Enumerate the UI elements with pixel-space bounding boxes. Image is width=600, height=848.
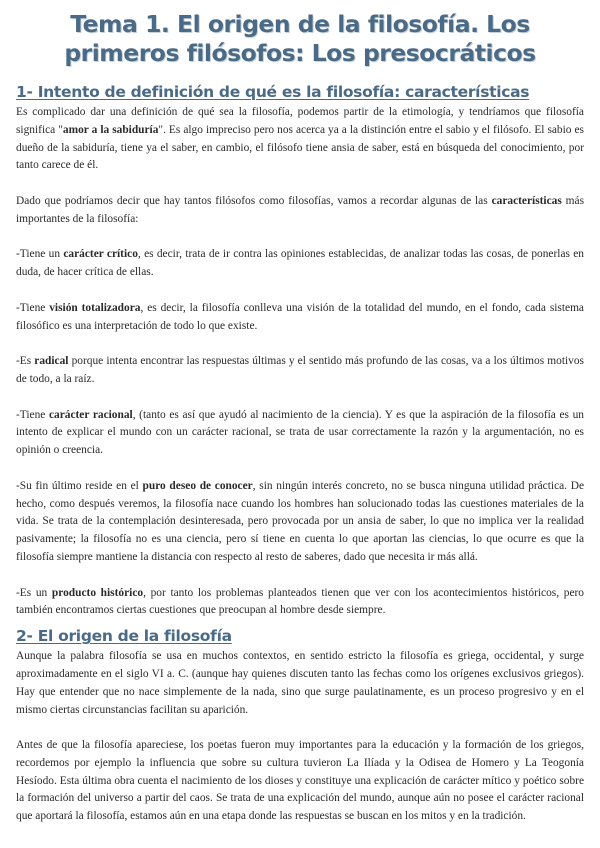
paragraph-desire-to-know xyxy=(16,478,584,567)
text: -Tiene xyxy=(16,408,49,421)
bold-term: características xyxy=(491,194,562,207)
bold-term: carácter racional xyxy=(48,408,133,421)
paragraph-critical xyxy=(16,246,584,282)
paragraph-intro-characteristics xyxy=(16,193,584,229)
text: ". Es algo impreciso pero nos acerca ya a la distinción entre el sabio y el filósofo. El sabio es dueño de la sabiduría, tiene ya el saber, en cambio, el filósofo tiene ansia de saber, está en búsqueda del conocimiento, por tanto carece de él. xyxy=(16,123,584,172)
text: -Su fin último reside en el xyxy=(16,479,143,492)
title-line-1: Tema 1. El origen de la filosofía. Los xyxy=(70,10,530,38)
text: Dado que podríamos decir que hay tantos filósofos como filosofías, vamos a recordar algunas de las xyxy=(16,194,492,207)
text: , (tanto es así que ayudó al nacimiento de la ciencia). Y es que la aspiración de la filosofía es un intento de explicar el mundo con un carácter racional, se trata de usar correctamente la razón y la argumentación, no es opinión o creencia. xyxy=(16,408,584,457)
text: , es decir, trata de ir contra las opiniones establecidas, de analizar todas las cosas, de ponerlas en duda, de hacer crítica de ellas. xyxy=(16,248,584,279)
section-2-heading xyxy=(16,626,584,646)
document-title xyxy=(16,10,584,68)
bold-term: producto histórico xyxy=(51,586,144,599)
paragraph-rational xyxy=(16,407,584,460)
text: -Tiene xyxy=(16,301,50,314)
section-1-heading-text: 1- Intento de definición de qué es la filosofía: características xyxy=(16,83,530,101)
title-line-2: primeros filósofos: Los presocráticos xyxy=(64,39,536,67)
paragraph-poets: Antes de que la filosofía apareciese, los poetas fueron muy importantes para la educación y la formación de los griegos, recordemos por ejemplo la influencia que sobre su cultura tuvieron La Ilíada y la Odisea de Homero y La Teogonía Hesíodo. Esta última obra cuenta el nacimiento de los dioses y constituye una explicación de carácter mítico y poético sobre la formación del universo a partir del caos. Se trata de una explicación del mundo, aunque aún no posee el carácter racional que aportará la filosofía, estamos aún en una etapa donde las respuestas se buscan en los mitos y en la tradición. xyxy=(16,739,584,823)
section-1-heading xyxy=(16,82,584,102)
section-2-heading-text: 2- El origen de la filosofía xyxy=(16,627,232,646)
paragraph-definition xyxy=(16,104,584,175)
text: -Es un xyxy=(16,586,52,599)
paragraph-radical xyxy=(16,353,584,389)
text: -Tiene un xyxy=(16,248,64,261)
text: , es decir, la filosofía conlleva una visión de la totalidad del mundo, en el fondo, cada sistema filosófico es una interpretación de todo lo que existe. xyxy=(16,301,584,332)
paragraph-origin: Aunque la palabra filosofía se usa en muchos contextos, en sentido estricto la filosofía es griega, occidental, y surge aproximadamente en el siglo VI a. C. (aunque hay quienes discuten tanto las fechas como los orígenes exclusivos griegos). Hay que entender que no nace simplemente de la nada, sino que surge paulatinamente, es un proceso progresivo y en el mismo ciertas circunstancias facilitan su aparición. xyxy=(16,650,584,716)
paragraph-totalizing xyxy=(16,300,584,336)
text: Es complicado dar una definición de qué sea la filosofía, podemos partir de la etimología, y tendríamos que filosofía significa " xyxy=(16,106,584,136)
bold-term: puro deseo de conocer xyxy=(142,479,253,492)
text: porque intenta encontrar las respuestas últimas y el sentido más profundo de las cosas, va a los últimos motivos de todo, a la raíz. xyxy=(16,355,584,385)
text: -Es xyxy=(16,355,35,368)
bold-term: carácter crítico xyxy=(63,248,138,261)
paragraph-historical xyxy=(16,585,584,621)
bold-term: visión totalizadora xyxy=(49,301,141,314)
text: , por tanto los problemas planteados tienen que ver con los acontecimientos históricos, pero también encontramos ciertas cuestiones que preocupan al hombre desde siempre. xyxy=(16,586,584,617)
bold-term: radical xyxy=(34,355,69,368)
text: más importantes de la filosofía: xyxy=(16,194,584,225)
text: , sin ningún interés concreto, no se busca ninguna utilidad práctica. De hecho, como después veremos, la filosofía nace cuando los hombres han solucionado todas las cuestiones materiales de la vida. Se trata de la contemplación desinteresada, pero provocada por un ansia de saber, lo que no implica ver la realidad pasivamente; la filosofía no es una ciencia, pero sí tiene en cuenta lo que aportan las ciencias, lo que ocurre es que la filosofía siempre mantiene la distancia con respecto al resto de saberes, dado que necesita ir más allá. xyxy=(16,479,584,563)
bold-term: amor a la sabiduría xyxy=(62,123,159,136)
